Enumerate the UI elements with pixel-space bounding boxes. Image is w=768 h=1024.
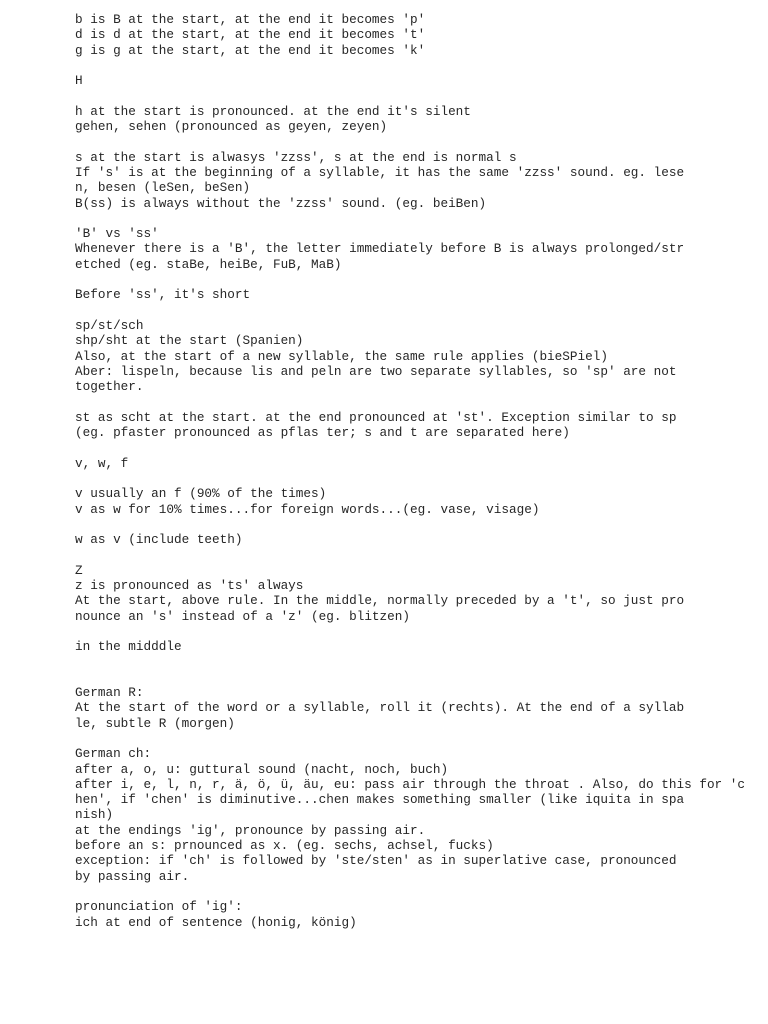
block-german-r: [75, 685, 755, 731]
text-line: s at the start is alwasys 'zzss', s at the end is normal s: [75, 149, 517, 165]
block-ss-short: [75, 287, 755, 302]
text-line: v, w, f: [75, 455, 129, 471]
blank-line: [75, 654, 755, 669]
text-line: (eg. pfaster pronounced as pflas ter; s and t are separated here): [75, 425, 570, 441]
text-line: pronunciation of 'ig':: [75, 899, 243, 915]
text-line: Aber: lispeln, because lis and peln are two separate syllables, so 'sp' are not: [75, 363, 677, 379]
blank-line: [75, 670, 755, 685]
text-line: German ch:: [75, 746, 152, 762]
text-line: together.: [75, 379, 144, 395]
text-line: after i, e, l, n, r, ä, ö, ü, äu, eu: pass air through the throat . Also, do this for 'c: [75, 776, 746, 792]
text-line: at the endings 'ig', pronounce by passing air.: [75, 822, 426, 838]
blank-line: [75, 440, 755, 455]
text-line: ich at end of sentence (honig, könig): [75, 914, 357, 930]
block-z-rule: [75, 563, 755, 624]
blank-line: [75, 731, 755, 746]
blank-line: [75, 884, 755, 899]
block-ig-rule: [75, 899, 755, 930]
blank-line: [75, 624, 755, 639]
blank-line: [75, 88, 755, 103]
text-line: by passing air.: [75, 868, 190, 884]
blank-line: [75, 134, 755, 149]
block-h-heading: [75, 73, 755, 88]
text-line: At the start, above rule. In the middle, normally preceded by a 't', so just pro: [75, 593, 685, 609]
blank-line: [75, 471, 755, 486]
text-line: nounce an 's' instead of a 'z' (eg. blitzen): [75, 608, 411, 624]
text-line: At the start of the word or a syllable, roll it (rechts). At the end of a syllab: [75, 700, 685, 716]
text-line: Also, at the start of a new syllable, the same rule applies (bieSPiel): [75, 348, 608, 364]
blank-line: [75, 394, 755, 409]
text-line: B(ss) is always without the 'zzss' sound. (eg. beiBen): [75, 195, 487, 211]
block-w-rule: [75, 532, 755, 547]
text-line: gehen, sehen (pronounced as geyen, zeyen): [75, 119, 388, 135]
text-line: before an s: prnounced as x. (eg. sechs, achsel, fucks): [75, 838, 494, 854]
text-line: h at the start is pronounced. at the end it's silent: [75, 103, 471, 119]
text-line: H: [75, 73, 83, 89]
text-line: exception: if 'ch' is followed by 'ste/sten' as in superlative case, pronounced: [75, 853, 677, 869]
text-line: z is pronounced as 'ts' always: [75, 577, 304, 593]
text-line: w as v (include teeth): [75, 532, 243, 548]
text-line: after a, o, u: guttural sound (nacht, noch, buch): [75, 761, 449, 777]
block-sp-st-sch: [75, 318, 755, 394]
block-german-ch: [75, 746, 755, 884]
text-line: n, besen (leSen, beSen): [75, 180, 251, 196]
text-line: sp/st/sch: [75, 317, 144, 333]
text-line: German R:: [75, 685, 144, 701]
blank-line: [75, 517, 755, 532]
text-line: shp/sht at the start (Spanien): [75, 333, 304, 349]
text-line: le, subtle R (morgen): [75, 715, 235, 731]
block-b-vs-ss: [75, 226, 755, 272]
text-line: st as scht at the start. at the end pronounced at 'st'. Exception similar to sp: [75, 409, 677, 425]
text-line: 'B' vs 'ss': [75, 226, 159, 242]
blank-line: [75, 272, 755, 287]
blank-line: [75, 58, 755, 73]
block-s-rule: [75, 150, 755, 211]
block-st-rule: [75, 410, 755, 441]
text-line: b is B at the start, at the end it becomes 'p': [75, 12, 426, 27]
block-middle-note: [75, 639, 755, 654]
block-bdg: [75, 12, 755, 58]
blank-line: [75, 211, 755, 226]
text-line: v as w for 10% times...for foreign words...(eg. vase, visage): [75, 501, 540, 517]
text-line: nish): [75, 807, 114, 823]
blank-line: [75, 303, 755, 318]
text-line: Whenever there is a 'B', the letter immediately before B is always prolonged/str: [75, 241, 685, 257]
text-line: d is d at the start, at the end it becomes 't': [75, 27, 426, 43]
document-page: [75, 12, 755, 930]
text-line: hen', if 'chen' is diminutive...chen makes something smaller (like iquita in spa: [75, 792, 685, 808]
block-h-rule: [75, 104, 755, 135]
text-line: v usually an f (90% of the times): [75, 486, 327, 502]
text-line: If 's' is at the beginning of a syllable, it has the same 'zzss' sound. eg. lese: [75, 164, 685, 180]
text-line: Z: [75, 562, 83, 578]
text-line: in the midddle: [75, 639, 182, 655]
blank-line: [75, 547, 755, 562]
text-line: g is g at the start, at the end it becomes 'k': [75, 42, 426, 58]
block-vwf-heading: [75, 456, 755, 471]
block-v-rule: [75, 486, 755, 517]
text-line: Before 'ss', it's short: [75, 287, 251, 303]
text-line: etched (eg. staBe, heiBe, FuB, MaB): [75, 256, 342, 272]
